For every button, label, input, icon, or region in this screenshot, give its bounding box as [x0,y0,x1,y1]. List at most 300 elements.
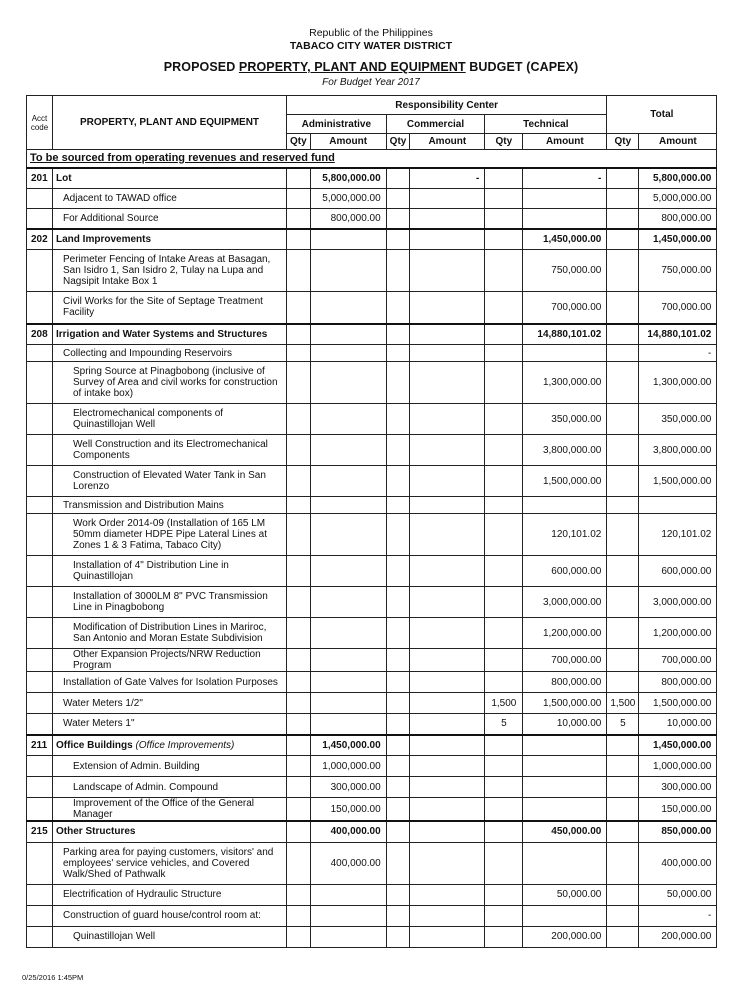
item-label: Collecting and Impounding Reservoirs [63,347,232,359]
item-label: Quinastillojan Well [73,931,156,942]
total-qty-cell [607,884,639,905]
admin-qty-cell [287,649,311,672]
commercial-qty-cell [386,435,410,466]
technical-qty-cell [485,362,523,404]
total-amount-cell: 5,800,000.00 [639,168,717,189]
acct-code-cell [27,926,53,947]
technical-amount-cell: 1,500,000.00 [523,693,607,714]
technical-amount-cell [523,756,607,777]
total-qty-cell [607,905,639,926]
admin-qty-cell [287,189,311,209]
admin-qty-cell [287,672,311,693]
item-cell [53,345,287,362]
commercial-amount-cell [410,926,485,947]
table-row [27,466,717,497]
technical-qty-cell [485,209,523,229]
commercial-qty-cell [386,362,410,404]
total-amount-cell: 350,000.00 [639,404,717,435]
total-amount-cell: - [639,905,717,926]
acct-code-cell [27,798,53,822]
technical-qty-cell [485,497,523,514]
commercial-amount-cell [410,735,485,756]
commercial-header: Commercial [386,115,485,134]
admin-amount-cell [310,435,386,466]
admin-amount-cell [310,618,386,649]
item-cell [53,514,287,556]
technical-qty-cell [485,905,523,926]
acct-code-cell: 208 [27,324,53,345]
acct-code-header: Acct code [27,96,53,150]
item-label: Electromechanical components of Quinastillojan Well [73,408,224,430]
commercial-amount-cell [410,514,485,556]
commercial-amount-cell [410,229,485,250]
technical-amount-cell: 120,101.02 [523,514,607,556]
technical-amount-cell [523,497,607,514]
acct-code-cell [27,189,53,209]
item-cell [53,292,287,324]
item-cell [53,404,287,435]
total-qty-cell: 1,500 [607,693,639,714]
table-row [27,514,717,556]
commercial-qty-cell [386,497,410,514]
item-label: Work Order 2014-09 (Installation of 165 LM 50mm diameter HDPE Pipe Lateral Lines at Zones 1 & 3 Fatima, Tabaco City) [73,518,267,551]
commercial-qty-cell [386,587,410,618]
commercial-qty-cell [386,168,410,189]
admin-qty-cell [287,324,311,345]
total-qty-cell [607,618,639,649]
technical-amount-cell [523,345,607,362]
admin-amount-cell [310,345,386,362]
commercial-qty-cell [386,250,410,292]
administrative-header: Administrative [287,115,387,134]
admin-amount-cell [310,587,386,618]
technical-qty-cell [485,189,523,209]
item-label: Electrification of Hydraulic Structure [63,889,222,900]
admin-qty-cell [287,209,311,229]
qty-header: Qty [607,134,639,150]
table-row [27,714,717,735]
technical-amount-cell [523,209,607,229]
table-row [27,497,717,514]
item-cell [53,649,287,672]
acct-code-cell [27,884,53,905]
total-qty-cell [607,189,639,209]
admin-amount-cell [310,466,386,497]
total-amount-cell: 1,000,000.00 [639,756,717,777]
table-row [27,292,717,324]
acct-code-cell: 202 [27,229,53,250]
item-cell [53,777,287,798]
total-amount-cell: 1,500,000.00 [639,693,717,714]
item-cell [53,672,287,693]
acct-code-cell [27,672,53,693]
total-qty-cell [607,345,639,362]
admin-amount-cell: 400,000.00 [310,842,386,884]
commercial-qty-cell [386,324,410,345]
admin-qty-cell [287,362,311,404]
commercial-amount-cell [410,324,485,345]
item-cell [53,435,287,466]
item-label: Lot [56,172,72,184]
technical-amount-cell: 350,000.00 [523,404,607,435]
admin-qty-cell [287,556,311,587]
item-cell [53,756,287,777]
total-qty-cell [607,514,639,556]
technical-qty-cell [485,756,523,777]
technical-qty-cell [485,514,523,556]
item-cell [53,556,287,587]
total-qty-cell [607,587,639,618]
commercial-amount-cell [410,292,485,324]
table-row [27,362,717,404]
technical-header: Technical [485,115,607,134]
technical-amount-cell [523,189,607,209]
table-row [27,905,717,926]
total-qty-cell [607,292,639,324]
technical-amount-cell: 700,000.00 [523,649,607,672]
total-amount-cell: 700,000.00 [639,649,717,672]
technical-amount-cell: 450,000.00 [523,821,607,842]
table-row [27,926,717,947]
table-row [27,404,717,435]
technical-amount-cell: 3,000,000.00 [523,587,607,618]
table-row [27,649,717,672]
acct-code-cell [27,514,53,556]
qty-header: Qty [386,134,410,150]
technical-qty-cell [485,618,523,649]
total-amount-cell: 5,000,000.00 [639,189,717,209]
total-qty-cell [607,324,639,345]
item-label: Installation of 3000LM 8" PVC Transmission Line in Pinagbobong [73,591,268,613]
item-label: Water Meters 1/2" [63,697,143,709]
total-qty-cell [607,435,639,466]
item-cell [53,324,287,345]
item-cell [53,884,287,905]
commercial-qty-cell [386,404,410,435]
admin-qty-cell [287,587,311,618]
admin-amount-cell: 400,000.00 [310,821,386,842]
total-amount-cell: 200,000.00 [639,926,717,947]
total-qty-cell [607,229,639,250]
item-cell [53,497,287,514]
technical-amount-cell [523,905,607,926]
total-amount-cell: 3,800,000.00 [639,435,717,466]
item-cell [53,926,287,947]
commercial-qty-cell [386,292,410,324]
item-label: Improvement of the Office of the General Manager [73,798,255,820]
item-label: Extension of Admin. Building [73,760,200,772]
commercial-qty-cell [386,618,410,649]
admin-amount-cell [310,693,386,714]
commercial-amount-cell [410,821,485,842]
commercial-qty-cell [386,556,410,587]
technical-qty-cell [485,250,523,292]
table-row [27,672,717,693]
admin-amount-cell [310,905,386,926]
table-row [27,777,717,798]
admin-amount-cell: 5,800,000.00 [310,168,386,189]
admin-qty-cell [287,756,311,777]
commercial-qty-cell [386,735,410,756]
acct-code-cell [27,497,53,514]
commercial-amount-cell [410,587,485,618]
total-amount-cell: 800,000.00 [639,209,717,229]
admin-amount-cell [310,324,386,345]
acct-code-cell [27,842,53,884]
item-label: Civil Works for the Site of Septage Treatment Facility [63,296,263,319]
acct-code-cell [27,556,53,587]
commercial-amount-cell [410,209,485,229]
admin-amount-cell: 150,000.00 [310,798,386,822]
acct-code-cell: 215 [27,821,53,842]
commercial-qty-cell [386,229,410,250]
total-qty-cell [607,649,639,672]
item-cell [53,189,287,209]
item-label: Transmission and Distribution Mains [63,499,224,511]
commercial-qty-cell [386,884,410,905]
table-row [27,618,717,649]
acct-code-cell [27,209,53,229]
admin-amount-cell: 800,000.00 [310,209,386,229]
admin-qty-cell [287,884,311,905]
category-row [27,229,717,250]
admin-amount-cell [310,926,386,947]
technical-qty-cell [485,229,523,250]
technical-amount-cell: 10,000.00 [523,714,607,735]
total-qty-cell [607,926,639,947]
item-cell [53,466,287,497]
commercial-qty-cell [386,798,410,822]
item-cell [53,842,287,884]
admin-amount-cell [310,497,386,514]
item-cell [53,229,287,250]
item-cell [53,587,287,618]
admin-amount-cell [310,292,386,324]
total-amount-cell: 50,000.00 [639,884,717,905]
technical-amount-cell [523,798,607,822]
total-qty-cell [607,250,639,292]
admin-qty-cell [287,693,311,714]
admin-qty-cell [287,514,311,556]
acct-code-cell [27,435,53,466]
acct-code-cell [27,362,53,404]
acct-code-cell: 201 [27,168,53,189]
qty-header: Qty [485,134,523,150]
technical-amount-cell: 3,800,000.00 [523,435,607,466]
total-amount-cell: 1,200,000.00 [639,618,717,649]
title-post: BUDGET (CAPEX) [465,60,579,74]
commercial-amount-cell [410,250,485,292]
item-cell [53,905,287,926]
technical-amount-cell: 50,000.00 [523,884,607,905]
commercial-amount-cell [410,905,485,926]
table-row [27,756,717,777]
total-qty-cell [607,756,639,777]
technical-amount-cell: 1,500,000.00 [523,466,607,497]
total-amount-cell: 1,300,000.00 [639,362,717,404]
technical-qty-cell [485,798,523,822]
amount-header: Amount [523,134,607,150]
technical-qty-cell: 1,500 [485,693,523,714]
technical-qty-cell [485,324,523,345]
budget-year: For Budget Year 2017 [322,77,420,88]
acct-code-cell [27,404,53,435]
commercial-amount-cell [410,556,485,587]
total-qty-cell [607,466,639,497]
total-amount-cell: 10,000.00 [639,714,717,735]
admin-amount-cell [310,884,386,905]
technical-qty-cell [485,587,523,618]
total-qty-cell [607,404,639,435]
technical-qty-cell [485,926,523,947]
total-amount-cell: 1,500,000.00 [639,466,717,497]
qty-header: Qty [287,134,311,150]
admin-qty-cell [287,798,311,822]
total-qty-cell [607,798,639,822]
item-cell [53,618,287,649]
commercial-amount-cell [410,714,485,735]
commercial-qty-cell [386,189,410,209]
total-qty-cell [607,821,639,842]
commercial-qty-cell [386,821,410,842]
document-title [0,60,742,74]
technical-amount-cell: 750,000.00 [523,250,607,292]
commercial-amount-cell [410,777,485,798]
acct-code-cell [27,777,53,798]
admin-amount-cell [310,362,386,404]
technical-amount-cell: 700,000.00 [523,292,607,324]
item-label: Construction of guard house/control room at: [63,910,261,921]
commercial-amount-cell [410,189,485,209]
commercial-amount-cell: - [410,168,485,189]
commercial-qty-cell [386,514,410,556]
technical-amount-cell: 1,300,000.00 [523,362,607,404]
commercial-qty-cell [386,649,410,672]
admin-qty-cell [287,842,311,884]
total-qty-cell [607,672,639,693]
total-qty-cell [607,168,639,189]
total-amount-cell: 750,000.00 [639,250,717,292]
commercial-amount-cell [410,884,485,905]
item-label: For Additional Source [63,212,159,224]
commercial-amount-cell [410,618,485,649]
acct-code-cell [27,905,53,926]
table-row [27,250,717,292]
total-amount-cell [639,497,717,514]
item-label: Irrigation and Water Systems and Structures [56,328,268,340]
commercial-qty-cell [386,842,410,884]
technical-amount-cell [523,842,607,884]
commercial-amount-cell [410,435,485,466]
republic-line: Republic of the Philippines [309,27,433,39]
commercial-qty-cell [386,345,410,362]
total-amount-cell: 3,000,000.00 [639,587,717,618]
admin-amount-cell: 1,450,000.00 [310,735,386,756]
item-note: (Office Improvements) [135,739,235,751]
technical-amount-cell: 600,000.00 [523,556,607,587]
total-qty-cell [607,556,639,587]
total-amount-cell: 150,000.00 [639,798,717,822]
acct-code-cell [27,618,53,649]
table-row [27,189,717,209]
acct-code-cell [27,466,53,497]
acct-code-cell: 211 [27,735,53,756]
ppe-header: PROPERTY, PLANT AND EQUIPMENT [53,96,287,150]
table-row [27,842,717,884]
table-row [27,435,717,466]
commercial-qty-cell [386,777,410,798]
technical-amount-cell [523,735,607,756]
commercial-amount-cell [410,497,485,514]
title-underlined: PROPERTY, PLANT AND EQUIPMENT [238,60,466,74]
technical-amount-cell: - [523,168,607,189]
technical-qty-cell [485,672,523,693]
admin-qty-cell [287,821,311,842]
category-row [27,821,717,842]
total-amount-cell: 800,000.00 [639,672,717,693]
admin-qty-cell [287,926,311,947]
admin-qty-cell [287,404,311,435]
total-amount-cell: 1,450,000.00 [639,229,717,250]
admin-qty-cell [287,292,311,324]
total-amount-cell: 300,000.00 [639,777,717,798]
item-cell [53,250,287,292]
admin-qty-cell [287,250,311,292]
admin-qty-cell [287,168,311,189]
commercial-qty-cell [386,466,410,497]
technical-qty-cell [485,884,523,905]
total-amount-cell: 14,880,101.02 [639,324,717,345]
item-label: Spring Source at Pinagbobong (inclusive of Survey of Area and civil works for construction of intake box) [73,366,278,399]
admin-qty-cell [287,345,311,362]
item-label: Modification of Distribution Lines in Mariroc, San Antonio and Moran Estate Subdivision [73,622,267,644]
admin-amount-cell [310,672,386,693]
item-label: Adjacent to TAWAD office [63,193,177,204]
commercial-amount-cell [410,798,485,822]
admin-qty-cell [287,618,311,649]
admin-amount-cell [310,714,386,735]
table-row [27,556,717,587]
item-label: Landscape of Admin. Compound [73,781,219,793]
acct-code-cell [27,756,53,777]
responsibility-center-header: Responsibility Center [287,96,607,115]
technical-qty-cell [485,345,523,362]
admin-amount-cell [310,514,386,556]
total-qty-cell: 5 [607,714,639,735]
total-qty-cell [607,497,639,514]
commercial-amount-cell [410,649,485,672]
total-qty-cell [607,209,639,229]
admin-amount-cell [310,229,386,250]
technical-qty-cell [485,466,523,497]
item-label: Other Structures [56,826,136,838]
table-row [27,345,717,362]
table-row [27,209,717,229]
amount-header: Amount [639,134,717,150]
acct-code-cell [27,587,53,618]
admin-qty-cell [287,435,311,466]
technical-qty-cell [485,404,523,435]
commercial-qty-cell [386,672,410,693]
technical-amount-cell: 200,000.00 [523,926,607,947]
total-qty-cell [607,362,639,404]
acct-code-cell [27,714,53,735]
item-label: Well Construction and its Electromechanical Components [73,439,268,461]
item-label: Perimeter Fencing of Intake Areas at Basagan, San Isidro 1, San Isidro 2, Tulay na Lupa and Nagsipit Intake Box 1 [63,254,271,287]
technical-amount-cell: 14,880,101.02 [523,324,607,345]
admin-qty-cell [287,229,311,250]
district-name: TABACO CITY WATER DISTRICT [289,40,453,52]
